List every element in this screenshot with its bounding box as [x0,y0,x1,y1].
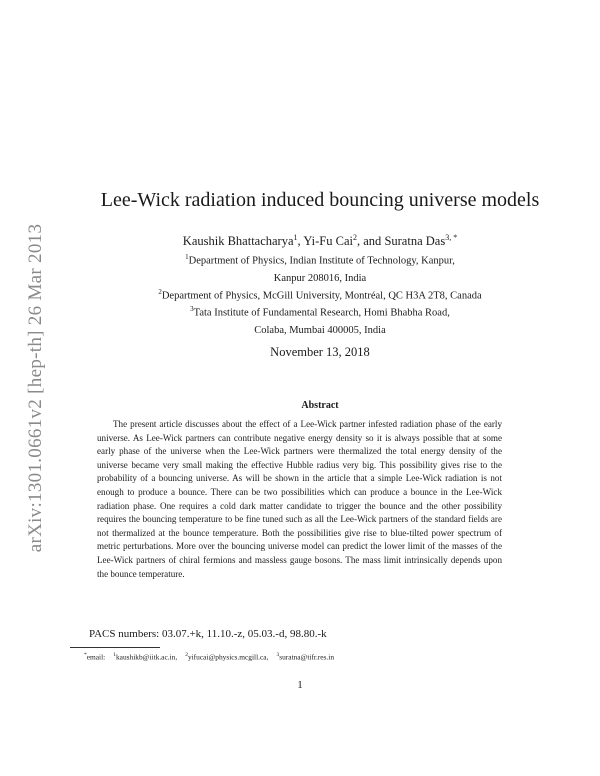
author-separator: , and [357,234,385,249]
affiliation-text: Department of Physics, Indian Institute of Technology, Kanpur, [188,255,455,267]
paper-title: Lee-Wick radiation induced bouncing universe models [100,189,540,211]
email-mark: 1 [113,652,116,658]
affiliation-line [70,324,570,338]
affiliation-text: Tata Institute of Fundamental Research, Homi Bhabha Road, [193,307,450,319]
paper-date: November 13, 2018 [270,345,370,359]
affiliation-line [70,302,570,321]
affiliation-mark: 3 [190,305,194,313]
author-name: Kaushik Bhattacharya [182,234,294,249]
abstract-body: The present article discusses about the effect of a Lee-Wick partner infested radiation phase of the early universe. As Lee-Wick partners can contribute negative energy density so it is always possible that at some early phase of the universe when the Lee-Wick partners were thermalized the total energy density of the universe became very small making the effective Hubble radius very big. This possibility gives rise to the probability of a bouncing universe. As will be shown in the article that a simple Lee-Wick radiation is not enough to produce a bounce. There can be two possibilities which can produce a bounce in the Lee-Wick radiation phase. One requires a cold dark matter candidate to trigger the bounce and the other possibility requires the bouncing temperature to be fine tuned such as all the Lee-Wick partners of the standard fields are not thermalized at the bounce temperature. Both the possibilities give rise to blue-tilted power spectrum of metric perturbations. More over the bouncing universe model can predict the lower limit of the masses of the Lee-Wick partners of chiral fermions and massless gauge bosons. The mass limit intrinsically depends upon the bounce temperature. [97,419,502,579]
arxiv-identifier[interactable]: arXiv:1301.0661v2 [hep-th] 26 Mar 2013 [25,223,46,553]
affiliation-line [70,250,570,269]
affiliation-mark: 2 [158,288,162,296]
affiliation-text: Colaba, Mumbai 400005, India [254,324,386,336]
footnote-divider [70,647,160,648]
author-affiliation-mark: 2 [353,233,357,242]
page-number: 1 [297,679,303,691]
affiliation-3 [70,302,570,338]
email-link[interactable]: kaushikb@iitk.ac.in, [115,652,178,662]
affiliation-line [70,272,570,286]
affiliation-2 [70,285,570,304]
author-separator: , [297,234,304,249]
footnote-label: email: [86,652,106,662]
email-mark: 3 [276,652,280,658]
author-list [70,230,570,249]
author-name: Suratna Das [384,234,446,249]
pacs-numbers: PACS numbers: 03.07.+k, 11.10.-z, 05.03.-d, 98.80.-k [89,628,327,640]
affiliation-text: Department of Physics, McGill University, Montréal, QC H3A 2T8, Canada [161,290,482,302]
email-link[interactable]: suratna@tifr.res.in [279,652,335,662]
email-link[interactable]: yifucai@physics.mcgill.ca, [187,652,269,662]
author-affiliation-mark: 3, * [445,233,458,242]
email-mark: 2 [185,652,188,658]
affiliation-mark: 1 [185,253,189,261]
affiliation-line [70,285,570,304]
footnote-mark: * [84,652,87,658]
affiliation-text: Kanpur 208016, India [273,272,367,284]
email-footnote [84,650,334,662]
affiliation-1 [70,250,570,286]
abstract-heading: Abstract [301,400,339,411]
author-affiliation-mark: 1 [293,233,298,242]
author-name: Yi-Fu Cai [303,234,353,249]
